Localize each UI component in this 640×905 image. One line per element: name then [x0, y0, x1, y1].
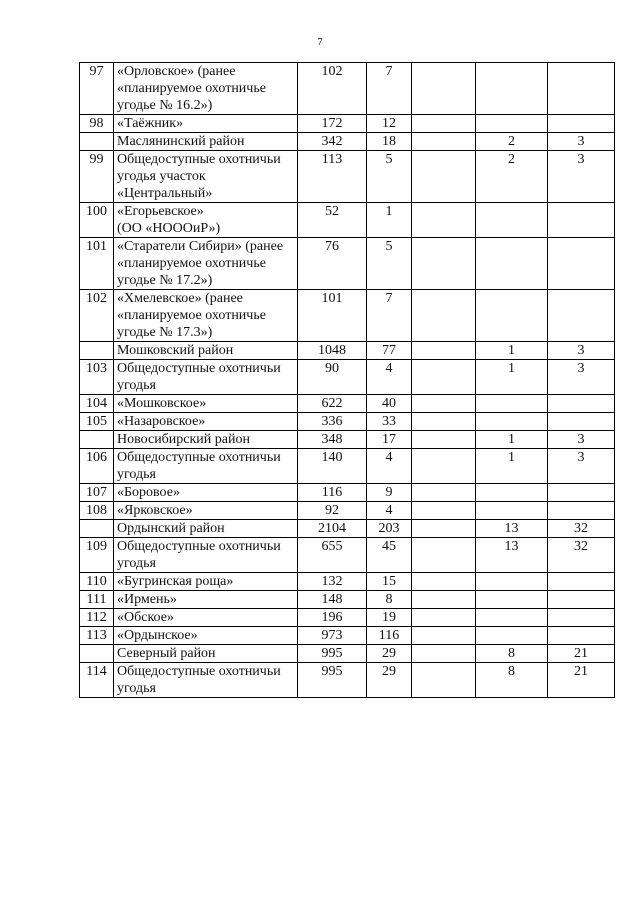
value-2-cell: 40 [367, 395, 412, 413]
value-4-cell: 13 [476, 538, 548, 573]
table-row [80, 573, 615, 591]
table-row [80, 360, 615, 395]
value-4-cell: 8 [476, 645, 548, 663]
value-5-cell [548, 502, 615, 520]
row-number-cell: 106 [80, 449, 114, 484]
value-2-cell: 8 [367, 591, 412, 609]
row-number-cell: 98 [80, 115, 114, 133]
area-name-cell [114, 395, 298, 413]
value-5-cell: 21 [548, 663, 615, 698]
value-1-cell: 52 [298, 203, 367, 238]
value-1-cell: 116 [298, 484, 367, 502]
value-4-cell [476, 115, 548, 133]
area-name-cell [114, 238, 298, 290]
row-number-cell: 104 [80, 395, 114, 413]
value-4-cell: 1 [476, 342, 548, 360]
area-name-line: «Обское» [117, 610, 174, 625]
area-name-line: (ОО «НОООиР») [117, 221, 221, 236]
area-name-cell [114, 431, 298, 449]
value-1-cell: 113 [298, 151, 367, 203]
value-5-cell [548, 591, 615, 609]
row-number-cell [80, 431, 114, 449]
area-name-cell [114, 203, 298, 238]
area-name-cell [114, 538, 298, 573]
table-row [80, 395, 615, 413]
table-row [80, 413, 615, 431]
value-4-cell [476, 627, 548, 645]
value-3-cell [412, 645, 476, 663]
value-1-cell: 1048 [298, 342, 367, 360]
row-number-cell [80, 133, 114, 151]
row-number-cell [80, 520, 114, 538]
area-name-cell [114, 413, 298, 431]
value-3-cell [412, 63, 476, 115]
row-number-cell: 99 [80, 151, 114, 203]
area-name-line: Общедоступные охотничьи [117, 664, 281, 679]
value-3-cell [412, 290, 476, 342]
row-number-cell: 111 [80, 591, 114, 609]
area-name-line: угодья [117, 556, 156, 571]
value-1-cell: 101 [298, 290, 367, 342]
value-1-cell: 655 [298, 538, 367, 573]
value-3-cell [412, 484, 476, 502]
row-number-cell: 103 [80, 360, 114, 395]
value-5-cell: 21 [548, 645, 615, 663]
area-name-line: «Назаровское» [117, 414, 206, 429]
value-3-cell [412, 520, 476, 538]
row-number-cell: 109 [80, 538, 114, 573]
table-row [80, 627, 615, 645]
value-1-cell: 102 [298, 63, 367, 115]
value-4-cell: 1 [476, 360, 548, 395]
row-number-cell: 108 [80, 502, 114, 520]
area-name-line: Мошковский район [117, 343, 234, 358]
area-name-line: Общедоступные охотничьи [117, 450, 281, 465]
value-2-cell: 5 [367, 151, 412, 203]
value-1-cell: 92 [298, 502, 367, 520]
value-4-cell [476, 591, 548, 609]
table-row [80, 591, 615, 609]
row-number-cell: 110 [80, 573, 114, 591]
area-name-line: «Бугринская роща» [117, 574, 234, 589]
value-2-cell: 17 [367, 431, 412, 449]
row-number-cell [80, 342, 114, 360]
area-name-line: Ордынский район [117, 521, 225, 536]
area-name-cell [114, 645, 298, 663]
value-4-cell [476, 609, 548, 627]
value-4-cell: 8 [476, 663, 548, 698]
area-name-line: «Ордынское» [117, 628, 198, 643]
value-5-cell: 3 [548, 449, 615, 484]
page-number: 7 [317, 36, 323, 48]
value-3-cell [412, 663, 476, 698]
value-3-cell [412, 627, 476, 645]
table-row [80, 151, 615, 203]
table-row [80, 238, 615, 290]
area-name-line: Северный район [117, 646, 216, 661]
area-name-cell [114, 591, 298, 609]
area-name-cell [114, 133, 298, 151]
area-name-line: угодье № 16.2») [117, 98, 213, 113]
area-name-line: Новосибирский район [117, 432, 250, 447]
value-2-cell: 203 [367, 520, 412, 538]
value-4-cell: 1 [476, 449, 548, 484]
area-name-line: Общедоступные охотничьи [117, 152, 281, 167]
value-2-cell: 33 [367, 413, 412, 431]
area-name-cell [114, 360, 298, 395]
area-name-cell [114, 63, 298, 115]
value-4-cell [476, 238, 548, 290]
area-name-line: угодье № 17.2») [117, 273, 213, 288]
value-2-cell: 19 [367, 609, 412, 627]
table-row [80, 290, 615, 342]
area-name-line: «Центральный» [117, 186, 213, 201]
row-number-cell: 97 [80, 63, 114, 115]
value-1-cell: 76 [298, 238, 367, 290]
value-3-cell [412, 133, 476, 151]
table-row [80, 115, 615, 133]
area-name-line: «Старатели Сибири» (ранее [117, 239, 284, 254]
area-name-line: угодья [117, 467, 156, 482]
value-2-cell: 116 [367, 627, 412, 645]
value-4-cell [476, 63, 548, 115]
table-row [80, 645, 615, 663]
value-2-cell: 7 [367, 63, 412, 115]
value-1-cell: 336 [298, 413, 367, 431]
value-2-cell: 29 [367, 663, 412, 698]
area-name-line: «Орловское» (ранее [117, 64, 236, 79]
table-row [80, 520, 615, 538]
value-4-cell [476, 573, 548, 591]
value-5-cell [548, 115, 615, 133]
value-3-cell [412, 342, 476, 360]
value-3-cell [412, 591, 476, 609]
area-name-line: «планируемое охотничье [117, 256, 266, 271]
area-name-cell [114, 115, 298, 133]
value-3-cell [412, 238, 476, 290]
value-4-cell [476, 413, 548, 431]
value-5-cell [548, 395, 615, 413]
value-1-cell: 90 [298, 360, 367, 395]
value-3-cell [412, 573, 476, 591]
value-5-cell: 32 [548, 520, 615, 538]
value-3-cell [412, 115, 476, 133]
value-3-cell [412, 413, 476, 431]
value-1-cell: 2104 [298, 520, 367, 538]
value-2-cell: 29 [367, 645, 412, 663]
value-3-cell [412, 203, 476, 238]
table-row [80, 609, 615, 627]
row-number-cell: 100 [80, 203, 114, 238]
hunting-grounds-table [79, 62, 615, 698]
value-4-cell: 2 [476, 133, 548, 151]
area-name-line: «Боровое» [117, 485, 180, 500]
table-row [80, 449, 615, 484]
value-4-cell: 1 [476, 431, 548, 449]
value-1-cell: 172 [298, 115, 367, 133]
row-number-cell: 102 [80, 290, 114, 342]
value-1-cell: 622 [298, 395, 367, 413]
value-5-cell: 3 [548, 151, 615, 203]
value-5-cell [548, 63, 615, 115]
row-number-cell [80, 645, 114, 663]
value-2-cell: 4 [367, 502, 412, 520]
value-2-cell: 45 [367, 538, 412, 573]
value-2-cell: 9 [367, 484, 412, 502]
value-1-cell: 148 [298, 591, 367, 609]
value-1-cell: 348 [298, 431, 367, 449]
value-3-cell [412, 502, 476, 520]
table-row [80, 502, 615, 520]
area-name-cell [114, 290, 298, 342]
value-2-cell: 15 [367, 573, 412, 591]
row-number-cell: 113 [80, 627, 114, 645]
area-name-line: «Егорьевское» [117, 204, 204, 219]
value-1-cell: 995 [298, 645, 367, 663]
value-5-cell: 3 [548, 431, 615, 449]
area-name-cell [114, 663, 298, 698]
area-name-cell [114, 609, 298, 627]
value-5-cell: 3 [548, 360, 615, 395]
area-name-cell [114, 449, 298, 484]
area-name-line: «Ирмень» [117, 592, 177, 607]
area-name-line: Общедоступные охотничьи [117, 361, 281, 376]
value-1-cell: 995 [298, 663, 367, 698]
value-2-cell: 18 [367, 133, 412, 151]
value-2-cell: 4 [367, 449, 412, 484]
area-name-cell [114, 342, 298, 360]
value-2-cell: 7 [367, 290, 412, 342]
value-3-cell [412, 151, 476, 203]
value-3-cell [412, 395, 476, 413]
value-1-cell: 140 [298, 449, 367, 484]
area-name-line: угодье № 17.3») [117, 325, 213, 340]
area-name-line: «Мошковское» [117, 396, 207, 411]
value-4-cell [476, 395, 548, 413]
value-1-cell: 973 [298, 627, 367, 645]
value-4-cell: 2 [476, 151, 548, 203]
value-3-cell [412, 538, 476, 573]
value-5-cell [548, 609, 615, 627]
value-4-cell [476, 502, 548, 520]
table-row [80, 663, 615, 698]
table-row [80, 133, 615, 151]
value-2-cell: 1 [367, 203, 412, 238]
value-4-cell [476, 484, 548, 502]
value-3-cell [412, 609, 476, 627]
value-1-cell: 342 [298, 133, 367, 151]
value-5-cell [548, 238, 615, 290]
area-name-cell [114, 151, 298, 203]
value-3-cell [412, 360, 476, 395]
table-row [80, 203, 615, 238]
value-5-cell: 32 [548, 538, 615, 573]
area-name-line: угодья [117, 681, 156, 696]
table-row [80, 538, 615, 573]
table-row [80, 342, 615, 360]
table-row [80, 484, 615, 502]
area-name-line: «Таёжник» [117, 116, 184, 131]
value-5-cell: 3 [548, 342, 615, 360]
table-row [80, 431, 615, 449]
area-name-line: «Ярковское» [117, 503, 193, 518]
row-number-cell: 107 [80, 484, 114, 502]
value-2-cell: 12 [367, 115, 412, 133]
value-5-cell [548, 203, 615, 238]
value-5-cell [548, 290, 615, 342]
area-name-line: «планируемое охотничье [117, 81, 266, 96]
value-5-cell [548, 627, 615, 645]
value-2-cell: 5 [367, 238, 412, 290]
row-number-cell: 114 [80, 663, 114, 698]
value-2-cell: 77 [367, 342, 412, 360]
area-name-cell [114, 627, 298, 645]
area-name-cell [114, 573, 298, 591]
value-2-cell: 4 [367, 360, 412, 395]
area-name-line: «планируемое охотничье [117, 308, 266, 323]
value-4-cell [476, 290, 548, 342]
row-number-cell: 112 [80, 609, 114, 627]
value-5-cell [548, 413, 615, 431]
area-name-line: угодья участок [117, 169, 206, 184]
value-5-cell [548, 573, 615, 591]
value-5-cell: 3 [548, 133, 615, 151]
area-name-cell [114, 502, 298, 520]
table-row [80, 63, 615, 115]
value-5-cell [548, 484, 615, 502]
area-name-cell [114, 484, 298, 502]
row-number-cell: 105 [80, 413, 114, 431]
value-4-cell: 13 [476, 520, 548, 538]
value-1-cell: 132 [298, 573, 367, 591]
value-4-cell [476, 203, 548, 238]
area-name-line: Общедоступные охотничьи [117, 539, 281, 554]
area-name-line: «Хмелевское» (ранее [117, 291, 243, 306]
value-1-cell: 196 [298, 609, 367, 627]
value-3-cell [412, 431, 476, 449]
row-number-cell: 101 [80, 238, 114, 290]
area-name-line: Маслянинский район [117, 134, 245, 149]
area-name-line: угодья [117, 378, 156, 393]
value-3-cell [412, 449, 476, 484]
area-name-cell [114, 520, 298, 538]
